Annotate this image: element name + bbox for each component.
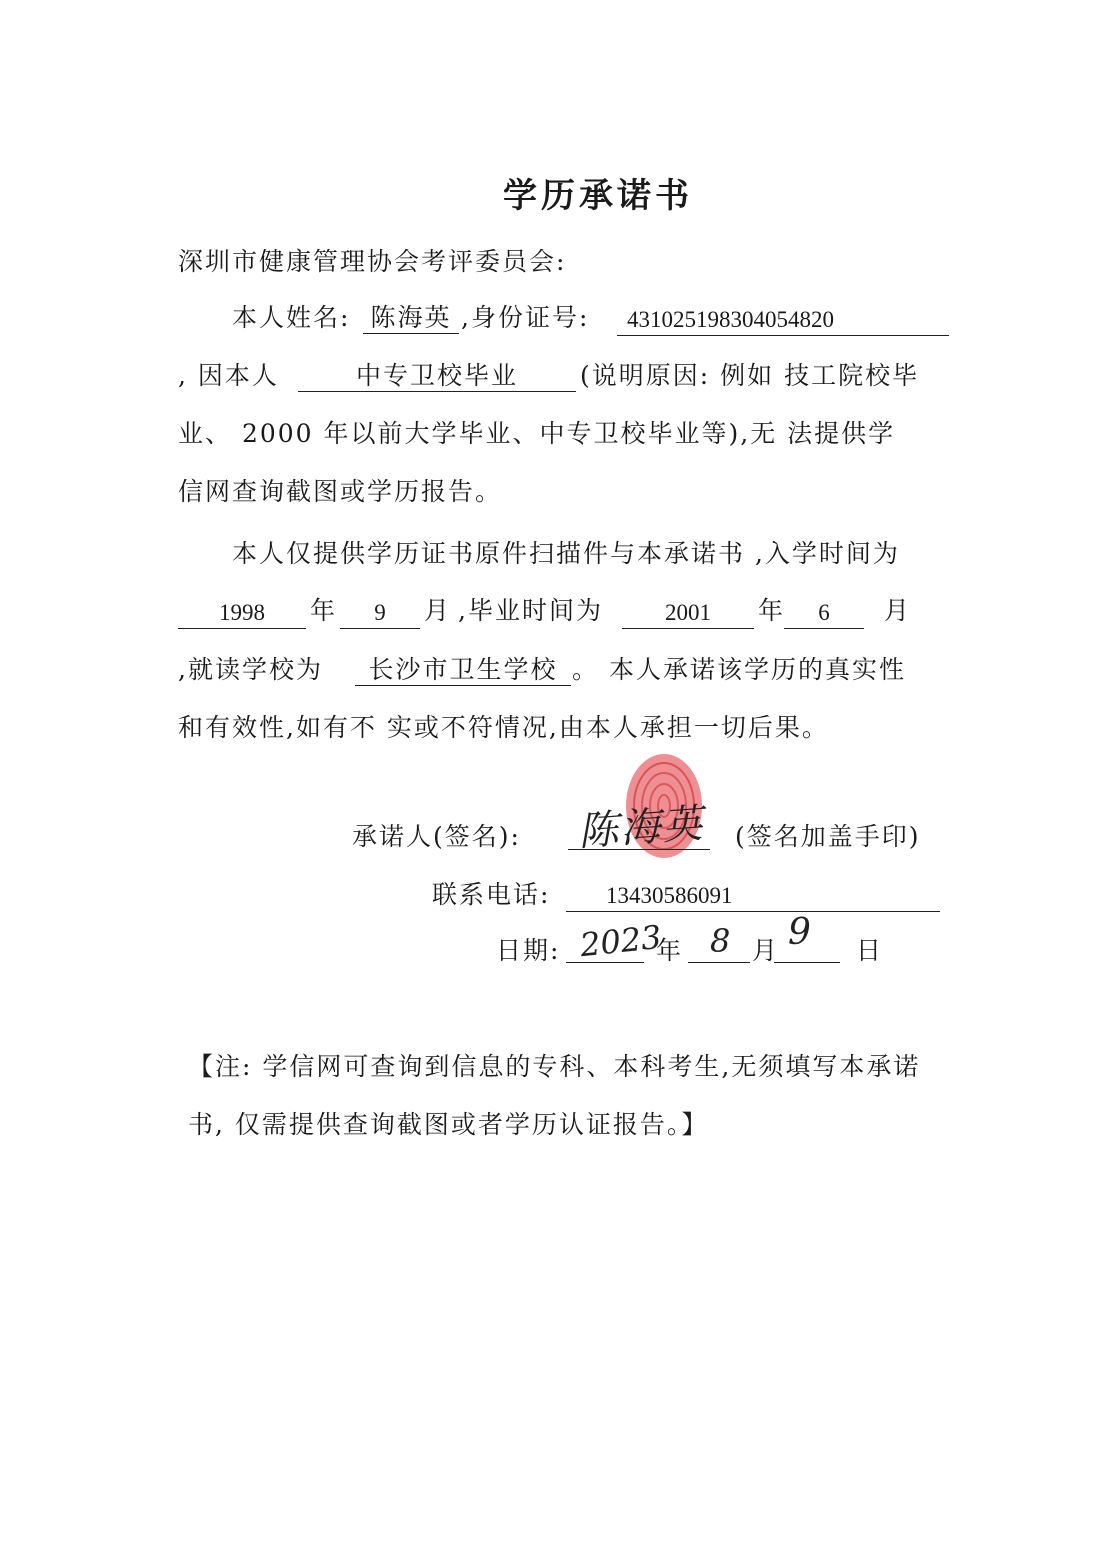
date-year: 2023 — [578, 917, 664, 965]
note-line1: 【注: 学信网可查询到信息的专科、本科考生,无须填写本承诺 — [188, 1052, 921, 1081]
name-value: 陈海英 — [363, 303, 459, 334]
enroll-month: 9 — [340, 598, 420, 629]
paragraph2-line4: 和有效性,如有不 实或不符情况,由本人承担一切后果。 — [178, 713, 829, 742]
signature-label: 承诺人(签名): — [352, 822, 521, 851]
paragraph1-line3: 业、 2000 年以前大学毕业、中专卫校毕业等),无 法提供学 — [178, 419, 896, 448]
grad-month: 6 — [784, 598, 864, 629]
reason-note: (说明原因: 例如 技工院校毕 — [580, 361, 920, 390]
date-year-char: 年 — [656, 936, 684, 965]
reason-value: 中专卫校毕业 — [298, 361, 576, 392]
date-day: 9 — [788, 912, 811, 953]
paragraph1-line4: 信网查询截图或学历报告。 — [178, 477, 503, 506]
id-value: 431025198304054820 — [617, 305, 949, 336]
enroll-month-char: 月 — [424, 596, 452, 625]
enroll-year-char: 年 — [310, 596, 338, 625]
document-title: 学历承诺书 — [503, 176, 693, 216]
grad-year: 2001 — [622, 598, 754, 629]
date-day-char: 日 — [856, 936, 884, 965]
grad-month-char: 月 — [884, 596, 912, 625]
phone-label: 联系电话: — [432, 880, 551, 909]
enroll-year: 1998 — [178, 598, 306, 629]
phone-value: 13430586091 — [566, 881, 940, 912]
handwritten-signature: 陈海英 — [576, 800, 706, 856]
paragraph2-line1: 本人仅提供学历证书原件扫描件与本承诺书 ,入学时间为 — [232, 539, 900, 568]
date-month: 8 — [710, 922, 731, 960]
note-line2: 书, 仅需提供查询截图或者学历认证报告。】 — [188, 1110, 709, 1139]
date-label: 日期: — [496, 936, 561, 965]
id-label: ,身份证号: — [461, 303, 590, 332]
grad-year-char: 年 — [758, 596, 786, 625]
addressee: 深圳市健康管理协会考评委员会: — [178, 247, 567, 276]
school-value: 长沙市卫生学校 — [355, 655, 571, 686]
date-month-char: 月 — [752, 936, 780, 965]
school-suffix: 。 本人承诺该学历的真实性 — [572, 655, 906, 684]
school-prefix: ,就读学校为 — [178, 655, 323, 684]
reason-prefix: , 因本人 — [178, 361, 279, 390]
name-label: 本人姓名: — [232, 303, 351, 332]
grad-label: ,毕业时间为 — [458, 596, 603, 625]
signature-note: (签名加盖手印) — [735, 822, 921, 851]
